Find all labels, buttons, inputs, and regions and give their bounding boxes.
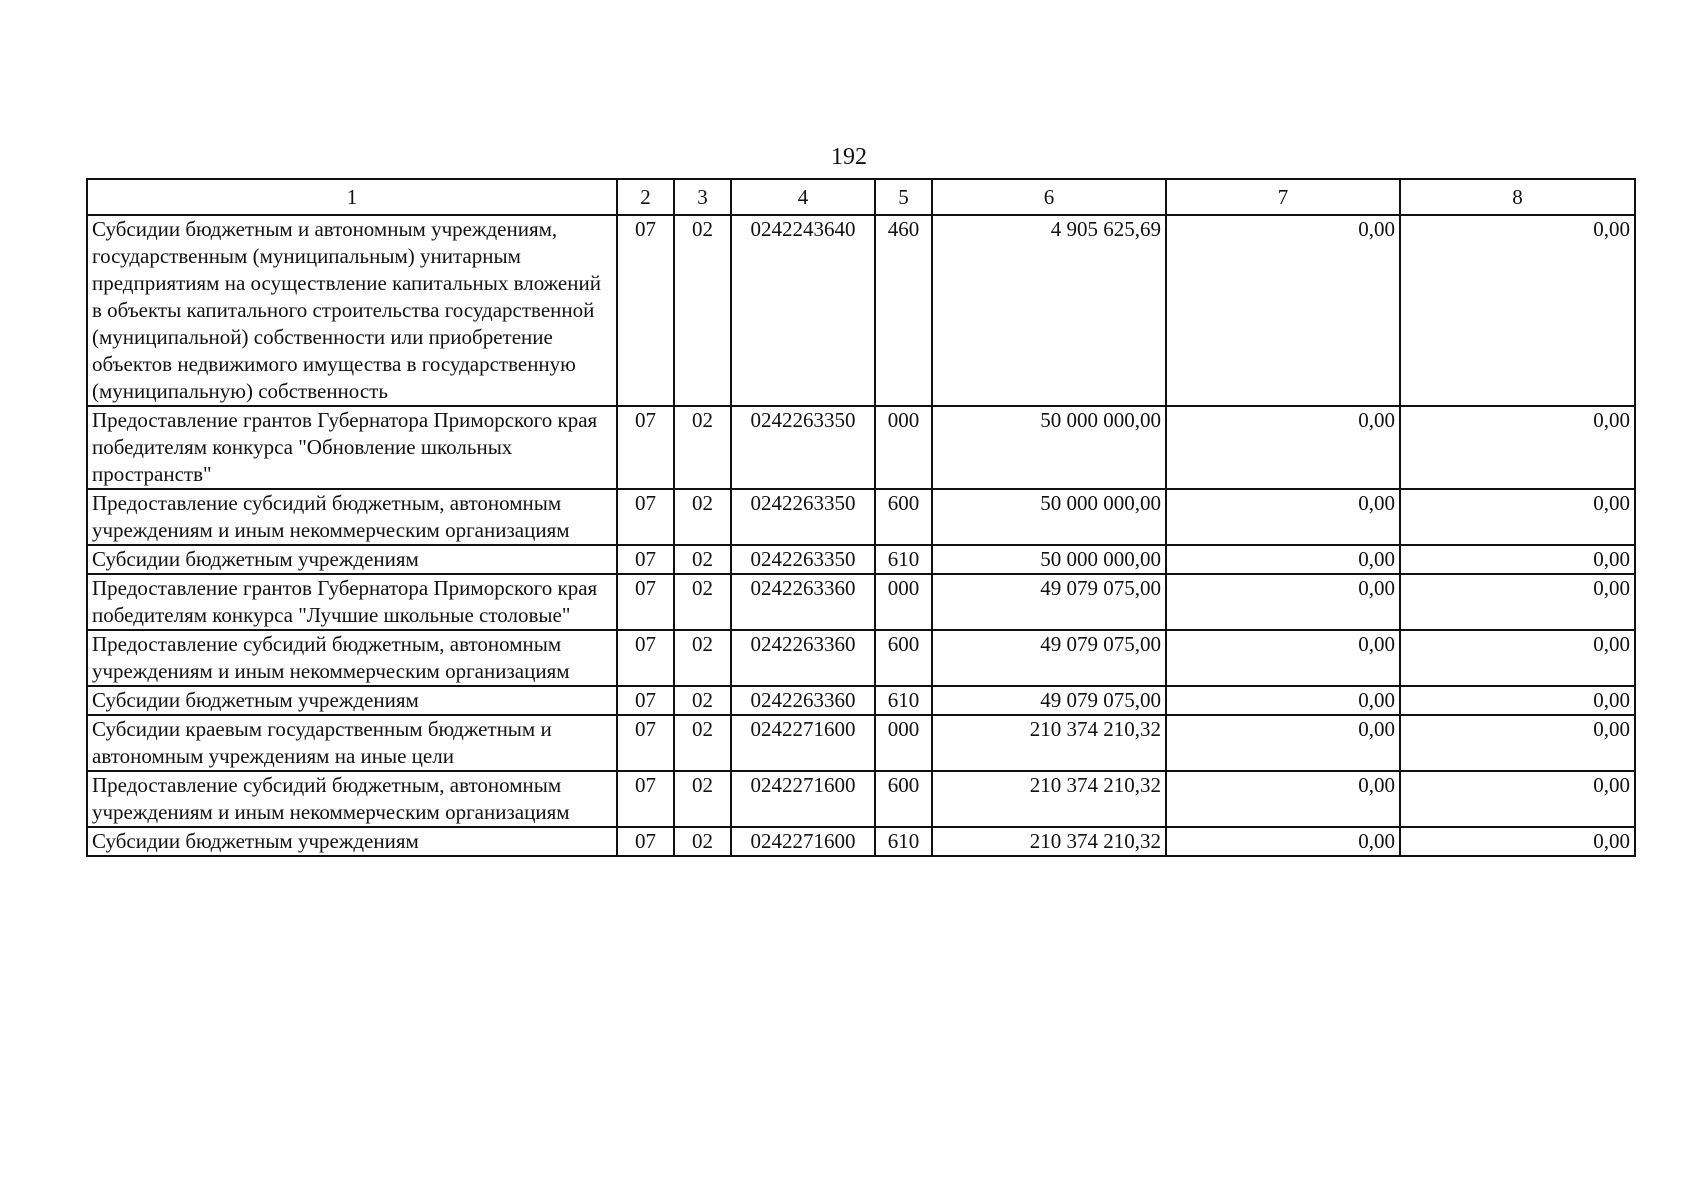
row-amount-8: 0,00 — [1400, 827, 1635, 856]
table-header-row — [87, 179, 1635, 215]
row-target-code: 0242263350 — [731, 489, 875, 545]
row-amount-6: 50 000 000,00 — [932, 545, 1166, 574]
row-expense-type: 460 — [875, 215, 932, 406]
row-amount-7: 0,00 — [1166, 406, 1400, 489]
row-amount-8: 0,00 — [1400, 545, 1635, 574]
row-amount-6: 210 374 210,32 — [932, 715, 1166, 771]
row-subsection: 02 — [674, 215, 731, 406]
row-subsection: 02 — [674, 686, 731, 715]
table-row — [87, 686, 1635, 715]
column-header: 8 — [1400, 179, 1635, 215]
row-subsection: 02 — [674, 574, 731, 630]
row-expense-type: 600 — [875, 489, 932, 545]
row-amount-6: 50 000 000,00 — [932, 489, 1166, 545]
page-number: 192 — [831, 144, 867, 170]
row-section: 07 — [617, 406, 674, 489]
row-amount-7: 0,00 — [1166, 545, 1400, 574]
row-expense-type: 600 — [875, 630, 932, 686]
row-subsection: 02 — [674, 545, 731, 574]
row-amount-6: 50 000 000,00 — [932, 406, 1166, 489]
row-amount-8: 0,00 — [1400, 406, 1635, 489]
row-section: 07 — [617, 827, 674, 856]
row-name: Предоставление субсидий бюджетным, автономным учреждениям и иным некоммерческим организациям — [87, 771, 617, 827]
row-amount-8: 0,00 — [1400, 489, 1635, 545]
row-subsection: 02 — [674, 406, 731, 489]
column-header: 5 — [875, 179, 932, 215]
row-amount-8: 0,00 — [1400, 630, 1635, 686]
row-name: Субсидии бюджетным учреждениям — [87, 827, 617, 856]
row-name: Субсидии бюджетным учреждениям — [87, 686, 617, 715]
row-section: 07 — [617, 630, 674, 686]
row-amount-7: 0,00 — [1166, 771, 1400, 827]
row-amount-6: 49 079 075,00 — [932, 630, 1166, 686]
table-row — [87, 630, 1635, 686]
row-name: Предоставление грантов Губернатора Приморского края победителям конкурса "Лучшие школьные столовые" — [87, 574, 617, 630]
row-amount-6: 210 374 210,32 — [932, 827, 1166, 856]
table-row — [87, 574, 1635, 630]
row-amount-6: 49 079 075,00 — [932, 686, 1166, 715]
row-target-code: 0242271600 — [731, 827, 875, 856]
row-expense-type: 610 — [875, 827, 932, 856]
column-header: 1 — [87, 179, 617, 215]
column-header: 4 — [731, 179, 875, 215]
row-amount-6: 49 079 075,00 — [932, 574, 1166, 630]
row-name: Предоставление субсидий бюджетным, автономным учреждениям и иным некоммерческим организациям — [87, 489, 617, 545]
table-row — [87, 771, 1635, 827]
row-name: Субсидии краевым государственным бюджетным и автономным учреждениям на иные цели — [87, 715, 617, 771]
row-amount-7: 0,00 — [1166, 827, 1400, 856]
row-amount-7: 0,00 — [1166, 630, 1400, 686]
column-header: 3 — [674, 179, 731, 215]
row-target-code: 0242243640 — [731, 215, 875, 406]
table-row — [87, 489, 1635, 545]
row-target-code: 0242271600 — [731, 771, 875, 827]
row-section: 07 — [617, 715, 674, 771]
row-expense-type: 000 — [875, 574, 932, 630]
row-amount-7: 0,00 — [1166, 215, 1400, 406]
row-amount-8: 0,00 — [1400, 215, 1635, 406]
column-header: 6 — [932, 179, 1166, 215]
row-subsection: 02 — [674, 715, 731, 771]
row-amount-6: 210 374 210,32 — [932, 771, 1166, 827]
column-header: 7 — [1166, 179, 1400, 215]
row-section: 07 — [617, 686, 674, 715]
row-section: 07 — [617, 489, 674, 545]
row-target-code: 0242263360 — [731, 686, 875, 715]
row-expense-type: 000 — [875, 715, 932, 771]
table-row — [87, 215, 1635, 406]
row-section: 07 — [617, 771, 674, 827]
row-expense-type: 610 — [875, 545, 932, 574]
row-amount-8: 0,00 — [1400, 574, 1635, 630]
row-name: Субсидии бюджетным и автономным учреждениям, государственным (муниципальным) унитарным предприятиям на осуществление капитальных вложений в объекты капитального строительства государственной (муниципальной) собственности или приобретение объектов недвижимого имущества в государственную (муниципальную) собственность — [87, 215, 617, 406]
row-amount-7: 0,00 — [1166, 574, 1400, 630]
row-amount-8: 0,00 — [1400, 686, 1635, 715]
row-target-code: 0242263350 — [731, 406, 875, 489]
row-amount-7: 0,00 — [1166, 715, 1400, 771]
row-amount-8: 0,00 — [1400, 715, 1635, 771]
budget-table — [86, 178, 1636, 857]
row-name: Предоставление грантов Губернатора Приморского края победителям конкурса "Обновление школьных пространств" — [87, 406, 617, 489]
column-header: 2 — [617, 179, 674, 215]
table-row — [87, 827, 1635, 856]
row-subsection: 02 — [674, 771, 731, 827]
row-section: 07 — [617, 215, 674, 406]
row-amount-7: 0,00 — [1166, 489, 1400, 545]
row-amount-7: 0,00 — [1166, 686, 1400, 715]
row-target-code: 0242271600 — [731, 715, 875, 771]
row-name: Предоставление субсидий бюджетным, автономным учреждениям и иным некоммерческим организациям — [87, 630, 617, 686]
table-row — [87, 406, 1635, 489]
row-expense-type: 000 — [875, 406, 932, 489]
row-section: 07 — [617, 574, 674, 630]
row-subsection: 02 — [674, 630, 731, 686]
row-expense-type: 600 — [875, 771, 932, 827]
row-expense-type: 610 — [875, 686, 932, 715]
row-target-code: 0242263350 — [731, 545, 875, 574]
row-subsection: 02 — [674, 489, 731, 545]
row-target-code: 0242263360 — [731, 574, 875, 630]
row-name: Субсидии бюджетным учреждениям — [87, 545, 617, 574]
row-target-code: 0242263360 — [731, 630, 875, 686]
row-amount-8: 0,00 — [1400, 771, 1635, 827]
row-section: 07 — [617, 545, 674, 574]
table-row — [87, 545, 1635, 574]
row-amount-6: 4 905 625,69 — [932, 215, 1166, 406]
table-row — [87, 715, 1635, 771]
row-subsection: 02 — [674, 827, 731, 856]
